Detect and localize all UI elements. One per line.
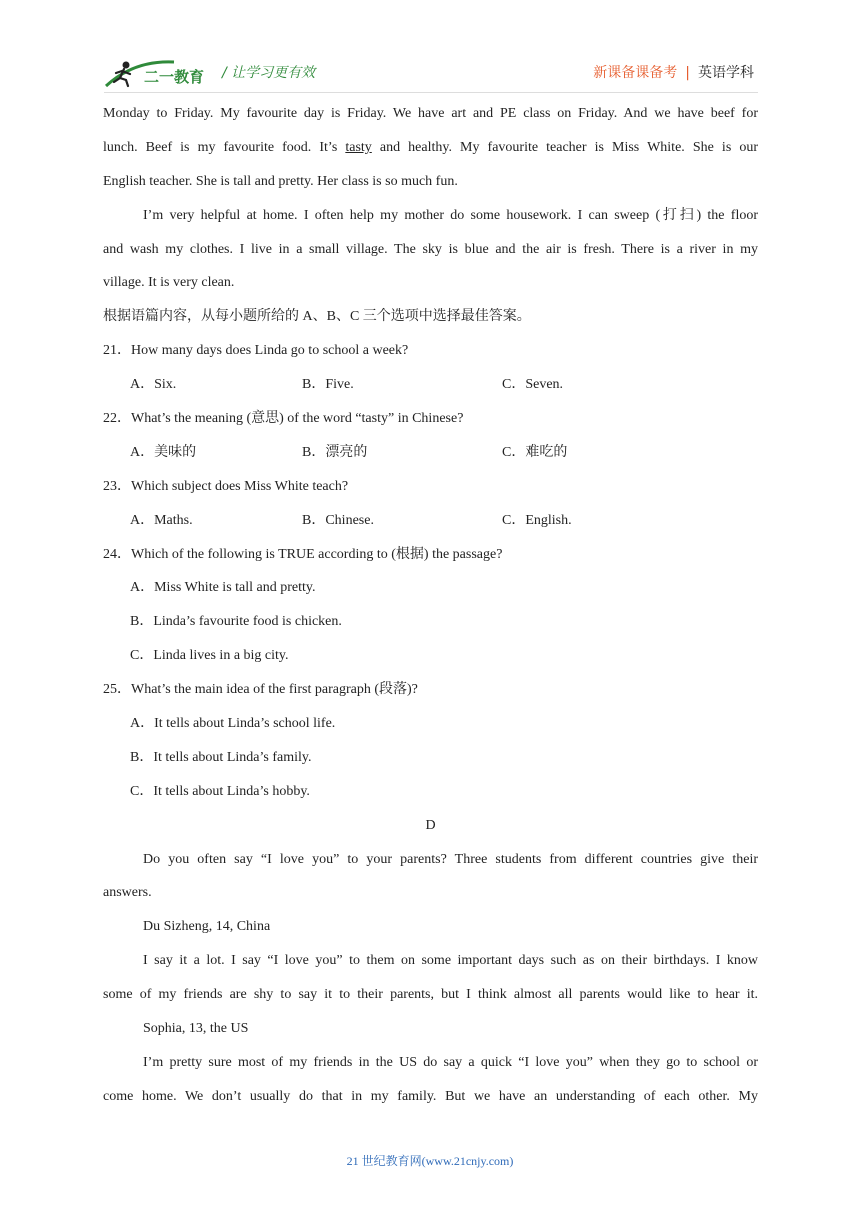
page-footer[interactable]: 21 世纪教育网(www.21cnjy.com) — [346, 1154, 514, 1168]
underlined-word: tasty — [345, 139, 372, 155]
header-divider — [104, 92, 758, 93]
question-stem: 21．How many days does Linda go to school a week? — [103, 343, 409, 359]
option: C．English. — [502, 512, 572, 528]
passage-d-line: I’m pretty sure most of my friends in the US do say a quick “I love you” when they go to school or — [143, 1054, 758, 1070]
option: A．It tells about Linda’s school life. — [130, 716, 336, 732]
passage-d-line: come home. We don’t usually do that in my family. But we have an understanding of each other. My — [103, 1088, 758, 1104]
passage-c-line: and wash my clothes. I live in a small village. The sky is blue and the air is fresh. There is a river in my — [103, 241, 758, 257]
logo — [104, 56, 212, 90]
passage-c-line: Monday to Friday. My favourite day is Friday. We have art and PE class on Friday. And we have beef for — [103, 106, 758, 121]
passage-c-line — [103, 131, 758, 165]
question-options — [103, 504, 758, 538]
question-stem: 25．What’s the main idea of the first paragraph (段落)? — [103, 682, 418, 698]
page-header — [0, 0, 860, 96]
option: B．It tells about Linda’s family. — [130, 749, 312, 765]
passage-d-line: Do you often say “I love you” to your parents? Three students from different countries give their — [143, 851, 758, 867]
option: C．Linda lives in a big city. — [130, 648, 289, 664]
section-label: D — [425, 817, 436, 833]
slogan: / 让学习更有效 — [222, 65, 316, 81]
question-stem: 24．Which of the following is TRUE according to (根据) the passage? — [103, 546, 503, 562]
page-content — [103, 97, 758, 1114]
option: B．Linda’s favourite food is chicken. — [130, 614, 342, 630]
series-label: 新课备课备考 — [593, 65, 678, 81]
question-options — [103, 368, 758, 402]
option: A．Maths. — [130, 512, 193, 528]
speaker-name: Sophia, 13, the US — [143, 1021, 249, 1037]
text-span: and healthy. My favourite teacher is Miss White. She is our — [371, 139, 758, 155]
passage-d-line: I say it a lot. I say “I love you” to them on some important days such as on their birthdays. I know — [143, 953, 758, 969]
option: C．It tells about Linda’s hobby. — [130, 783, 310, 799]
passage-c-line: village. It is very clean. — [103, 275, 235, 291]
option: C．Seven. — [502, 377, 564, 393]
option: A．Six. — [130, 377, 177, 393]
text-span: lunch. Beef is my favourite food. It’s — [103, 139, 346, 155]
question-stem: 22．What’s the meaning (意思) of the word “tasty” in Chinese? — [103, 411, 464, 427]
option: B．Five. — [302, 377, 354, 393]
header-separator: | — [685, 65, 690, 81]
subject-label: 英语学科 — [698, 65, 754, 81]
passage-c-line: I’m very helpful at home. I often help my mother do some housework. I can sweep (打扫) the floor — [143, 207, 758, 223]
header-right — [593, 62, 754, 82]
question-stem: 23．Which subject does Miss White teach? — [103, 478, 349, 494]
option: C．难吃的 — [502, 444, 568, 460]
speaker-name: Du Sizheng, 14, China — [143, 919, 271, 935]
question-options — [103, 436, 758, 470]
option: A．Miss White is tall and pretty. — [130, 580, 316, 596]
passage-c-line: English teacher. She is tall and pretty. Her class is so much fun. — [103, 173, 458, 189]
option: A．美味的 — [130, 444, 197, 460]
passage-d-line: answers. — [103, 885, 152, 901]
passage-d-line: some of my friends are shy to say it to their parents, but I think almost all parents would like to hear it. — [103, 987, 758, 1003]
logo-text: 二一教育 — [144, 68, 205, 86]
option: B．Chinese. — [302, 512, 374, 528]
option: B．漂亮的 — [302, 444, 368, 460]
instruction: 根据语篇内容，从每小题所给的 A、B、C 三个选项中选择最佳答案。 — [103, 309, 531, 325]
